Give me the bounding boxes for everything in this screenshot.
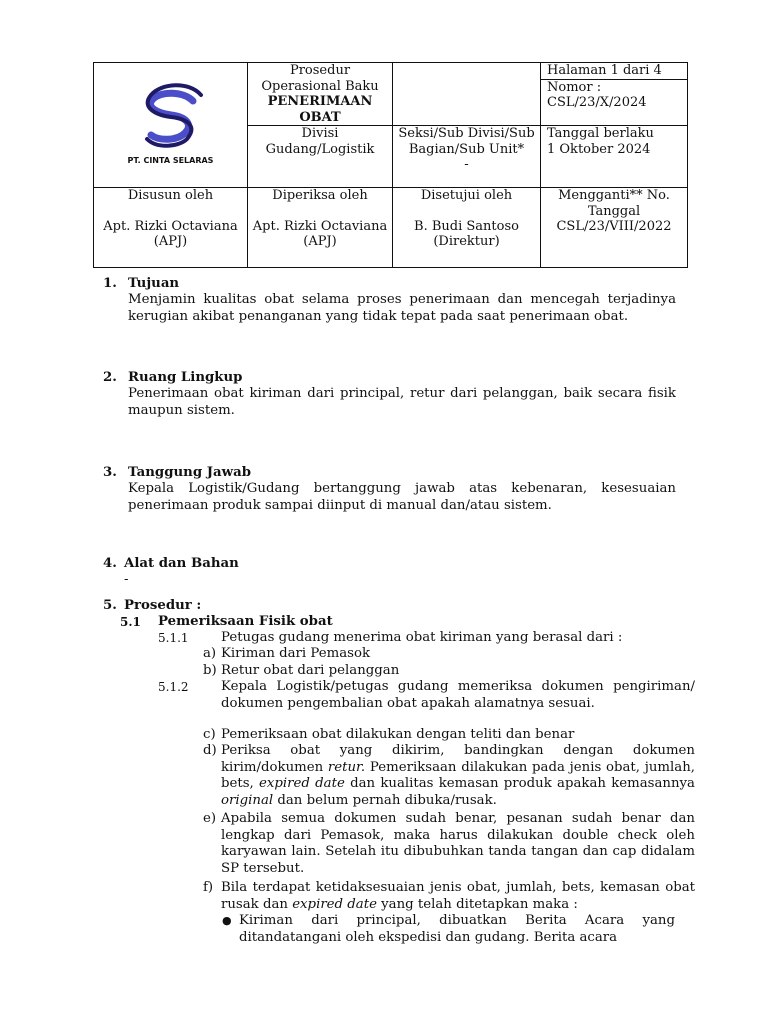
section-1-title: Tujuan	[128, 276, 180, 291]
item-e-label: e)	[203, 811, 217, 826]
prepared-cell: Disusun oleh Apt. Rizki Octaviana (APJ)	[94, 188, 248, 268]
section-1-number: 1.	[103, 276, 117, 291]
item-b-text: Retur obat dari pelanggan	[221, 663, 400, 678]
doc-title: PENERIMAAN OBAT	[267, 94, 373, 125]
checked-role: (APJ)	[303, 234, 337, 249]
item-a-label: a)	[203, 646, 217, 661]
section-2-title: Ruang Lingkup	[128, 370, 243, 385]
section-3-text: Kepala Logistik/Gudang bertanggung jawab atas kebenaran, kesesuaian penerimaan produk sampai diinput di manual dan/atau sistem.	[128, 481, 676, 513]
doc-number: CSL/23/X/2024	[547, 95, 647, 110]
section-3-number: 3.	[103, 465, 117, 480]
item-a-text: Kiriman dari Pemasok	[221, 646, 371, 661]
bullet-text: Kiriman dari principal, dibuatkan Berita Acara yang ditandatangani oleh ekspedisi dan gudang. Berita acara	[239, 913, 675, 945]
page-number-cell	[541, 63, 688, 126]
section-3-title: Tanggung Jawab	[128, 465, 252, 480]
replace-cell: Mengganti** No. Tanggal CSL/23/VIII/2022	[541, 188, 688, 268]
doc-type: Prosedur Operasional Baku	[261, 63, 379, 94]
step-5-1-2-text: Kepala Logistik/petugas gudang memeriksa dokumen pengiriman/ dokumen pengembalian obat apakah alamatnya sesuai.	[221, 679, 695, 711]
number-label: Nomor :	[547, 79, 602, 95]
subsection-5-1-title: Pemeriksaan Fisik obat	[158, 614, 333, 629]
section-4-text: -	[124, 572, 129, 587]
item-f-text: Bila terdapat ketidaksesuaian jenis obat, jumlah, bets, kemasan obat rusak dan expired date yang telah ditetapkan maka :	[221, 880, 695, 912]
division-value: Gudang/Logistik	[265, 141, 375, 157]
section-2-text: Penerimaan obat kiriman dari principal, retur dari pelanggan, baik secara fisik maupun sistem.	[128, 386, 676, 418]
section-5-number: 5.	[103, 598, 117, 613]
approved-role: (Direktur)	[433, 234, 500, 249]
item-f-label: f)	[203, 880, 214, 895]
approved-cell: Disetujui oleh B. Budi Santoso (Direktur)	[393, 188, 541, 268]
approved-name: B. Budi Santoso	[414, 218, 519, 234]
section-5-title: Prosedur :	[124, 598, 202, 613]
checked-cell: Diperiksa oleh Apt. Rizki Octaviana (APJ)	[248, 188, 393, 268]
checked-name: Apt. Rizki Octaviana	[252, 218, 388, 234]
effective-cell: Tanggal berlaku 1 Oktober 2024	[541, 126, 688, 188]
section-4-title: Alat dan Bahan	[124, 556, 239, 571]
item-c-text: Pemeriksaan obat dilakukan dengan teliti dan benar	[221, 727, 575, 742]
section-value: -	[464, 157, 469, 172]
logo-cell	[94, 63, 248, 188]
step-5-1-1-text: Petugas gudang menerima obat kiriman yang berasal dari :	[221, 630, 623, 645]
section-2-number: 2.	[103, 370, 117, 385]
section-1-text: Menjamin kualitas obat selama proses penerimaan dan mencegah terjadinya kerugian akibat penanganan yang tidak tepat pada saat penerimaan obat.	[128, 292, 676, 324]
replace-number: CSL/23/VIII/2022	[556, 219, 672, 234]
subsection-5-1-number: 5.1	[120, 615, 141, 629]
step-5-1-1-number: 5.1.1	[158, 631, 189, 645]
section-4-number: 4.	[103, 556, 117, 571]
item-d-text: Periksa obat yang dikirim, bandingkan dengan dokumen kirim/dokumen retur. Pemeriksaan dilakukan pada jenis obat, jumlah, bets, expired date dan kualitas kemasan produk apakah kemasannya original dan belum pernah dibuka/rusak.	[221, 743, 695, 808]
prepared-role: (APJ)	[153, 234, 188, 249]
item-e-text: Apabila semua dokumen sudah benar, pesanan sudah benar dan lengkap dari Pemasok, maka harus dilakukan double check oleh karyawan lain. Setelah itu dibubuhkan tanda tangan dan cap didalam SP tersebut.	[221, 811, 695, 876]
sop-header-table	[93, 62, 688, 268]
item-d-label: d)	[203, 743, 217, 758]
company-logo-icon	[101, 69, 241, 159]
step-5-1-2-number: 5.1.2	[158, 680, 189, 694]
bullet-icon: ●	[222, 914, 232, 927]
doc-title-cell	[248, 63, 393, 126]
item-b-label: b)	[203, 663, 217, 678]
item-c-label: c)	[203, 727, 216, 742]
prepared-name: Apt. Rizki Octaviana	[103, 218, 238, 234]
company-name: PT. CINTA SELARAS	[127, 156, 214, 165]
page-number: Halaman 1 dari 4	[541, 63, 687, 80]
section-cell: Seksi/Sub Divisi/Sub Bagian/Sub Unit* -	[393, 126, 541, 188]
effective-date: 1 Oktober 2024	[547, 141, 651, 157]
division-cell: Divisi Gudang/Logistik	[248, 126, 393, 188]
